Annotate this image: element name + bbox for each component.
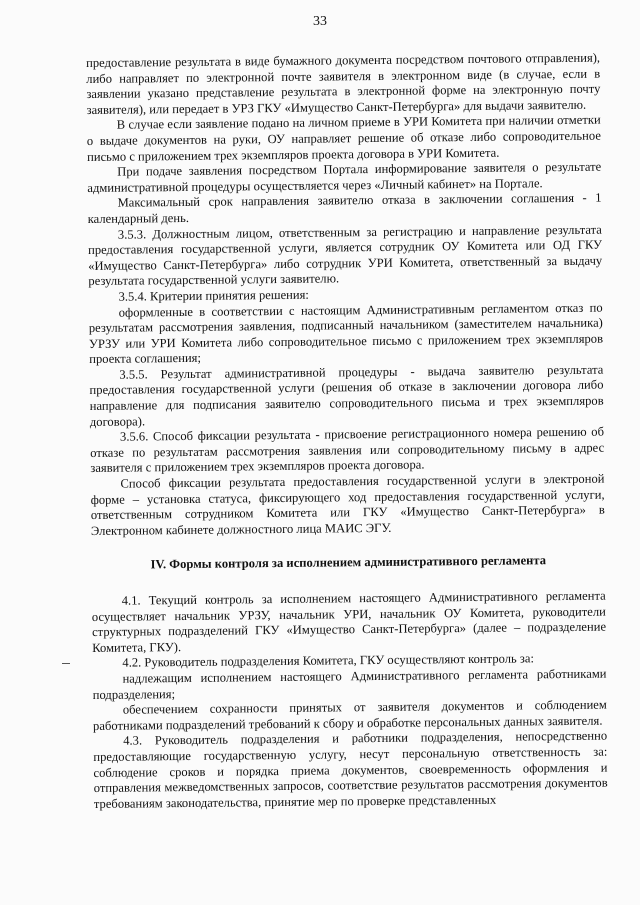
paragraphs-after-heading bbox=[92, 589, 608, 813]
paragraph: 4.1. Текущий контроль за исполнением настоящего Административного регламента осуществляет начальник УРЗУ, начальник УРИ, начальник ОУ Комитета, руководители структурных подразделений ГКУ «Имущество Санкт-Петербурга» (далее – подразделение Комитета, ГКУ). bbox=[91, 588, 607, 655]
page-number: 33 bbox=[313, 14, 327, 29]
paragraph: 4.2. Руководитель подразделения Комитета, ГКУ осуществляют контроль за: bbox=[122, 651, 535, 671]
section-heading: IV. Формы контроля за исполнением административного регламента bbox=[150, 553, 547, 572]
document-body bbox=[86, 51, 608, 813]
paragraph: предоставление результата в виде бумажного документа посредством почтового отправления), либо направляет по электронной почте заявителя в электронном виде (в случае, если в заявлении указано представление результата в электронной форме на электронную почту заявителя), или передает в УРЗ ГКУ «Имущество Санкт-Петербурга» для выдачи заявителю. bbox=[86, 50, 601, 117]
paragraph: оформленные в соответствии с настоящим Административным регламентом отказ по результатам рассмотрения заявления, подписанный начальником (заместителем начальника) УРЗУ или УРИ Комитета либо сопроводительное письмо с приложением трех экземпляров проекта соглашения; bbox=[88, 300, 604, 367]
paragraph: При подаче заявления посредством Портала информирование заявителя о результате административной процедуры осуществляется через «Личный кабинет» на Портале. bbox=[87, 159, 602, 195]
paragraph: 4.3. Руководитель подразделения и работники подразделения, непосредственно предоставляющие государственную услугу, несут персональную ответственность за: соблюдение сроков и порядка приема документов, своевременность оформления и отправления межведомственных запросов, соответствие результатов рассмотрения документов требованиям законодательства, принятие мер по проверке представленных bbox=[93, 728, 608, 811]
paragraph: Способ фиксации результата предоставления государственной услуги в электроной форме – установка статуса, фиксирующего ход предоставления государственной услуги, ответственным сотрудником Комитета или ГКУ «Имущество Санкт-Петербурга» в Электронном кабинете должностного лица МАИС ЭГУ. bbox=[90, 471, 605, 538]
paragraph: 3.5.6. Способ фиксации результата - присвоение регистрационного номера решению об отказе по результатам рассмотрения заявления или сопроводительному письму в адрес заявителя с приложением трех экземпляров проекта договора. bbox=[90, 424, 605, 476]
paragraph: В случае если заявление подано на личном приеме в УРИ Комитета при наличии отметки о выдаче документов на руки, ОУ направляет решение об отказе либо сопроводительное письмо с приложением трех экземпляров проекта договора в УРИ Комитета. bbox=[86, 112, 601, 164]
paragraph: обеспечением сохранности принятых от заявителя документов и соблюдением работниками подразделений требований к сбору и обработке персональных данных заявителя. bbox=[92, 697, 607, 733]
margin-mark bbox=[62, 663, 70, 664]
paragraph: 3.5.3. Должностным лицом, ответственным за регистрацию и направление результата предоставления государственной услуги, является сотрудник ОУ Комитета или ОД ГКУ «Имущество Санкт-Петербурга» либо сотрудник УРИ Комитета, ответственный за выдачу результата государственной услуги заявителю. bbox=[87, 222, 603, 289]
paragraph: 3.5.5. Результат административной процедуры - выдача заявителю результата предоставления государственной услуги (решения об отказе в заключении договора либо направление для подписания заявителю сопроводительного письма и трех экземпляров договора). bbox=[89, 362, 604, 429]
paragraphs-before-heading bbox=[86, 51, 605, 540]
paragraph: 3.5.4. Критерии принятия решения: bbox=[118, 287, 309, 304]
paragraph: надлежащим исполнением настоящего Административного регламента работниками подразделения; bbox=[92, 666, 607, 702]
paragraph: Максимальный срок направления заявителю отказа в заключении соглашения - 1 календарный день. bbox=[87, 190, 602, 226]
